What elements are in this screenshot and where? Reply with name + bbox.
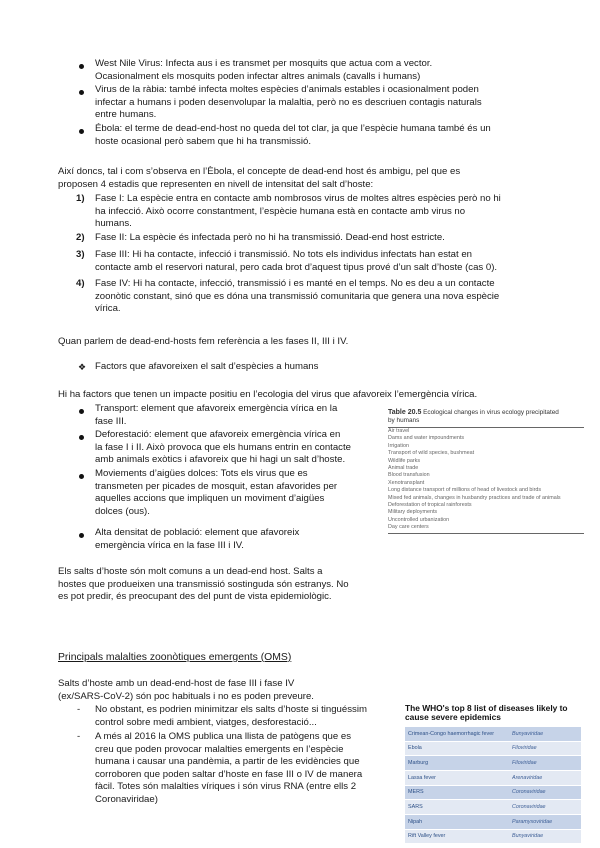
bullet-ebola: Ébola: el terme de dead-end-host no queda del tot clar, ja que l’espècie humana també és un hoste ocasional però sabem que hi ha transmissió. — [95, 123, 491, 147]
phase-number: 2) — [76, 232, 85, 243]
table-row: Animal trade — [388, 465, 419, 472]
factor-deforestacio: Deforestació: element que afavoreix emergència vírica en la fase I i II. Això provoca que els humans entrin en contacte amb animals exòtics i afavoreix que hi hagi un salt d’hoste. — [95, 429, 351, 466]
table-row: Air travel — [388, 428, 410, 434]
table-20-5 — [388, 409, 584, 534]
table-row: Day care centers — [388, 524, 429, 531]
table-20-5-caption: Table 20.5 Ecological changes in virus ecology precipitated by humans — [388, 409, 584, 428]
bullet-dot — [79, 435, 84, 440]
table-row: Xenotransplant — [388, 479, 425, 486]
who-top8-table — [405, 704, 581, 843]
paragraph-fase-iii-iv: Salts d’hoste amb un dead-end-host de fase III i fase IV (ex/SARS-CoV-2) són poc habituals i no es poden preveure. — [58, 678, 314, 702]
table-row: Lassa fever Arenaviridae — [405, 770, 581, 785]
table-row: MERS Coronaviridae — [405, 785, 581, 800]
who-table-title: The WHO's top 8 list of diseases likely to cause severe epidemics — [405, 703, 568, 723]
table-row: Long distance transport of millions of head of livestock and birds — [388, 487, 542, 494]
table-row: Ebola Filoviridae — [405, 741, 581, 756]
phase-2: Fase II: La espècie és infectada però no hi ha transmissió. Dead-end host estricte. — [95, 232, 445, 243]
section-factors-title: Factors que afavoreixen el salt d’espècies a humans — [95, 361, 319, 372]
factor-transport: Transport: element que afavoreix emergència vírica en la fase III. — [95, 403, 338, 427]
table-row: Rift Valley fever Bunyaviridae — [405, 829, 581, 844]
phase-4: Fase IV: Hi ha contacte, infecció, transmissió i es manté en el temps. No es deu a un contacte zoonòtic constant, sinó que es dóna una transmissió comunitaria que genera una nova espècie vírica. — [95, 278, 500, 315]
dash-item-control: No obstant, es podrien minimitzar els salts d’hoste si tinguéssim control sobre medi ambient, viatges, desforestació... — [95, 704, 367, 728]
table-row: Military deployments — [388, 509, 438, 516]
bullet-west-nile: West Nile Virus: Infecta aus i es transmet per mosquits que actua com a vector. Ocasionalment els mosquits poden infectar altres animals (cavalls i humans) — [95, 58, 433, 82]
paragraph-salts-hoste: Els salts d’hoste són molt comuns a un dead-end host. Salts a hostes que produeixen una transmissió sostinguda són estranys. No es pot predir, és preocupant des del punt de vista epidemiològic. — [58, 566, 349, 603]
table-row: Uncontrolled urbanization — [388, 516, 450, 523]
factor-aigues: Moviements d’aigües dolces: Tots els virus que es transmeten per picades de mosquit, estan afavorides per aquelles accions que impliquen un moviment d’aigües dolces (ous). — [95, 468, 338, 517]
bullet-dot — [79, 64, 84, 69]
table-row: Crimean-Congo haemorrhagic fever Bunyaviridae — [405, 726, 581, 741]
bullet-dot — [79, 129, 84, 134]
heading-oms: Principals malalties zoonòtiques emergents (OMS) — [58, 652, 292, 663]
diamond-bullet-icon: ❖ — [78, 362, 87, 372]
table-row: Transport of wild species, bushmeat — [388, 450, 475, 457]
table-row: Mixed fed animals, changes in husbandry practices and trade of animals — [388, 494, 561, 501]
table-row: Dams and water impoundments — [388, 435, 465, 442]
dash-bullet: - — [77, 704, 81, 715]
paragraph-dead-end-concept: Així doncs, tal i com s’observa en l’Èbola, el concepte de dead-end host és ambigu, pel que es proposen 4 estadis que representen en nivell de intensitat del salt d’hoste: — [58, 166, 461, 190]
phase-number: 1) — [76, 193, 85, 204]
table-row: Deforestation of tropical rainforests — [388, 502, 472, 509]
factor-densitat: Alta densitat de població: element que afavoreix emergència vírica en la fase III i IV. — [95, 527, 300, 551]
bullet-dot — [79, 533, 84, 538]
bullet-dot — [79, 409, 84, 414]
dash-bullet: - — [77, 731, 81, 742]
table-row: Wildlife parks — [388, 457, 421, 464]
paragraph-factors-intro: Hi ha factors que tenen un impacte positiu en l’ecologia del virus que afavoreix l’emergència vírica. — [58, 389, 478, 400]
bullet-dot — [79, 474, 84, 479]
bullet-rabia: Virus de la ràbia: també infecta moltes espècies d’animals estables i ocasionalment poden infectar a humans i poden desenvolupar la malaltia, però no es descriuen contagis naturals entre humans. — [95, 84, 482, 121]
table-row: Marburg Filoviridae — [405, 755, 581, 770]
phase-number: 4) — [76, 278, 85, 289]
dash-item-oms-list: A més al 2016 la OMS publica una llista de patògens que es creu que poden provocar malalties emergents en l’espècie humana i causar una pandèmia, a partir de les evidències que corroboren que poden saltar d’hoste en fase III o IV de manera fàcil. Totes són malalties víriques i són virus RNA (entre ells 2 Coronaviridae) — [95, 731, 363, 805]
table-row: Irrigation — [388, 442, 409, 449]
paragraph-dead-end-phases: Quan parlem de dead-end-hosts fem referència a les fases II, III i IV. — [58, 336, 349, 347]
phase-1: Fase I: La espècie entra en contacte amb nombrosos virus de moltes altres espècies però no hi ha infecció. Això ocorre constantment, l’espècie humana està en contacte amb virus no humans. — [95, 193, 501, 230]
phase-3: Fase III: Hi ha contacte, infecció i transmissió. No tots els individus infectats han estat en contacte amb el reservori natural, pero cada brot d’aquest tipus prové d’un salt d’hoste (cas 0). — [95, 249, 498, 273]
table-bottom-rule — [388, 533, 584, 534]
bullet-dot — [79, 90, 84, 95]
table-row: Nipah Paramyxoviridae — [405, 814, 581, 829]
table-row: SARS Coronaviridae — [405, 799, 581, 814]
table-row: Blood transfusion — [388, 472, 430, 479]
phase-number: 3) — [76, 249, 85, 260]
